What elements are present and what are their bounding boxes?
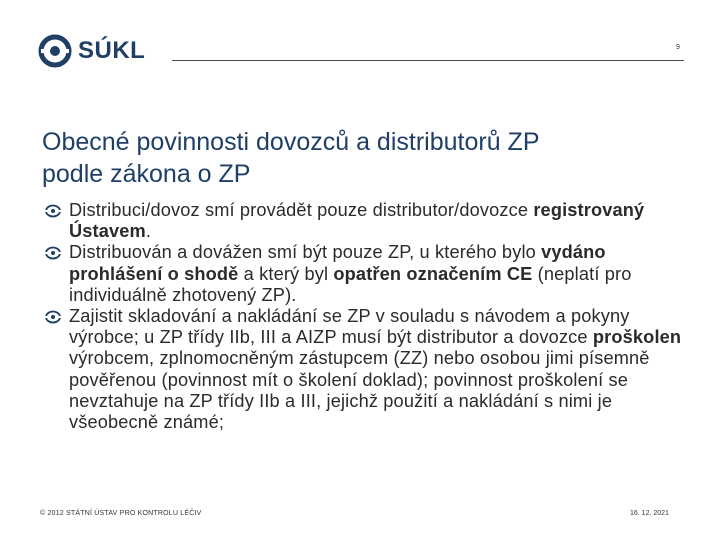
bullet-text: Distribuován a dovážen smí být pouze ZP, u kterého bylo xyxy=(69,242,542,263)
bullet-text: a který byl xyxy=(238,263,334,284)
bullet-item xyxy=(44,200,684,242)
bullet-list xyxy=(44,200,684,433)
bullet-swirl-icon xyxy=(44,245,62,261)
bullet-swirl-icon xyxy=(44,309,62,325)
sukl-logo xyxy=(38,34,145,68)
bullet-text-bold: vydáno prohlášení o shodě xyxy=(69,242,606,284)
bullet-text: . xyxy=(145,221,152,242)
bullet-swirl-icon xyxy=(44,203,62,219)
bullet-text-bold: proškolen xyxy=(592,327,682,348)
title-line-2: podle zákona o ZP xyxy=(42,160,251,188)
bullet-item xyxy=(44,242,684,306)
footer-date: 16. 12. 2021 xyxy=(630,510,669,517)
bullet-text-bold: registrovaný Ústavem xyxy=(69,200,645,242)
title-line-1: Obecné povinnosti dovozců a distributorů ZP xyxy=(42,128,540,156)
footer-copyright: © 2012 STÁTNÍ ÚSTAV PRO KONTROLU LÉČIV xyxy=(40,510,202,517)
bullet-text: výrobcem, zplnomocněným zástupcem (ZZ) nebo osobou jimi písemně pověřenou (povinnost mít o školení doklad); povinnost proškolení se nevztahuje na ZP třídy IIb a III, jejichž použití a nakládání s nimi je všeobecně známé; xyxy=(69,348,650,433)
page-number: 9 xyxy=(676,44,680,51)
bullet-item xyxy=(44,306,684,433)
bullet-text-bold: opatřen označením CE xyxy=(333,263,533,284)
bullet-text: Distribuci/dovoz smí provádět pouze distributor/dovozce xyxy=(69,200,534,220)
header-divider xyxy=(172,60,684,61)
logo-text: SÚKL xyxy=(78,37,146,64)
slide-title xyxy=(42,126,682,190)
bullet-text: (neplatí pro individuálně zhotovený ZP). xyxy=(69,263,632,305)
sukl-logo-icon xyxy=(38,34,72,68)
bullet-text: Zajistit skladování a nakládání se ZP v souladu s návodem a pokyny výrobce; u ZP třídy IIb, III a AIZP musí být distributor a dovozce xyxy=(69,306,630,348)
